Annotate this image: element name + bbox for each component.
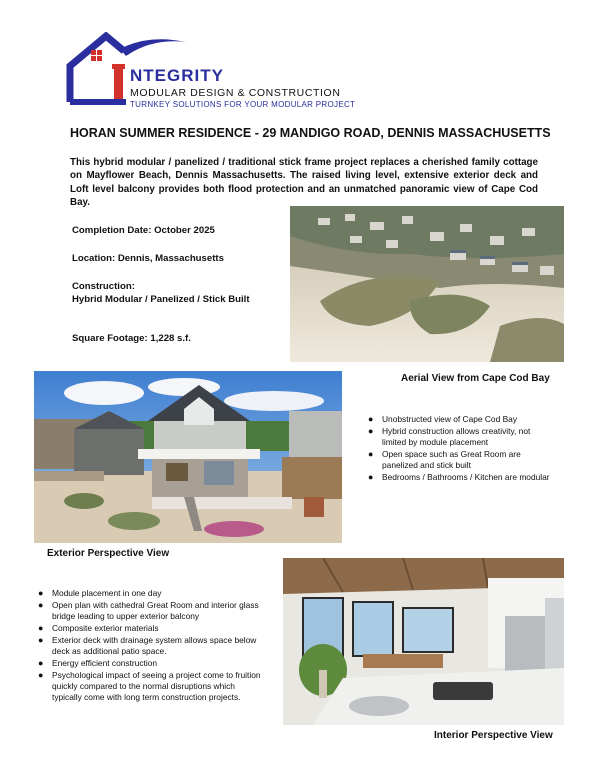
bullet-icon: ● [38,635,44,645]
list-item: ● Unobstructed view of Cape Cod Bay [368,414,518,424]
construction-value: Hybrid Modular / Panelized / Stick Built [72,293,250,305]
bullet-icon: ● [38,623,44,633]
brand-tagline: MODULAR DESIGN & CONSTRUCTION [130,87,341,99]
list-item: ● Composite exterior materials [38,623,159,633]
bullet-icon: ● [368,426,374,436]
exterior-photo [34,371,342,543]
exterior-caption: Exterior Perspective View [47,548,170,559]
location: Location: Dennis, Massachusetts [72,253,224,264]
list-item: ● Energy efficient construction [38,658,158,668]
bullet-icon: ● [368,449,374,459]
list-item: ● Exterior deck with drainage system allows space below deck as additional patio space. [38,635,257,656]
company-logo [66,32,366,108]
interior-photo [283,558,564,725]
project-description: This hybrid modular / panelized / traditional stick frame project replaces a cherished family cottage on Mayflower Beach, Dennis Massachusetts. The raised living level, extensive exterior deck and Loft level balcony provides both flood protection and an unmatched panoramic view of Cape Cod Bay. [70,157,538,209]
bullet-icon: ● [368,414,374,424]
aerial-photo [290,206,564,362]
aerial-caption: Aerial View from Cape Cod Bay [401,373,550,384]
list-item: ● Module placement in one day [38,588,162,598]
bullet-icon: ● [38,658,44,668]
list-item: ● Open plan with cathedral Great Room and interior glass bridge leading to upper exterior balcony [38,600,259,621]
page-title: HORAN SUMMER RESIDENCE - 29 MANDIGO ROAD, DENNIS MASSACHUSETTS [70,126,551,140]
square-footage: Square Footage: 1,228 s.f. [72,333,191,344]
features-list-left [36,588,261,704]
list-item: ● Psychological impact of seeing a project come to fruition quickly compared to the normal disruptions which typically come with long term construction projects. [38,670,261,702]
bullet-icon: ● [38,600,44,610]
brand-subtagline: TURNKEY SOLUTIONS FOR YOUR MODULAR PROJECT [130,100,356,109]
construction-info [72,281,282,306]
interior-caption: Interior Perspective View [434,730,553,741]
bullet-icon: ● [38,588,44,598]
construction-label: Construction: [72,281,135,292]
bullet-icon: ● [368,472,374,482]
list-item: ● Hybrid construction allows creativity, not limited by module placement [368,426,531,447]
features-list-right [366,414,552,484]
list-item: ● Bedrooms / Bathrooms / Kitchen are modular [368,472,550,482]
list-item: ● Open space such as Great Room are panelized and stick built [368,449,521,470]
bullet-icon: ● [38,670,44,680]
brand-name: NTEGRITY [130,66,224,85]
completion-date: Completion Date: October 2025 [72,225,215,236]
